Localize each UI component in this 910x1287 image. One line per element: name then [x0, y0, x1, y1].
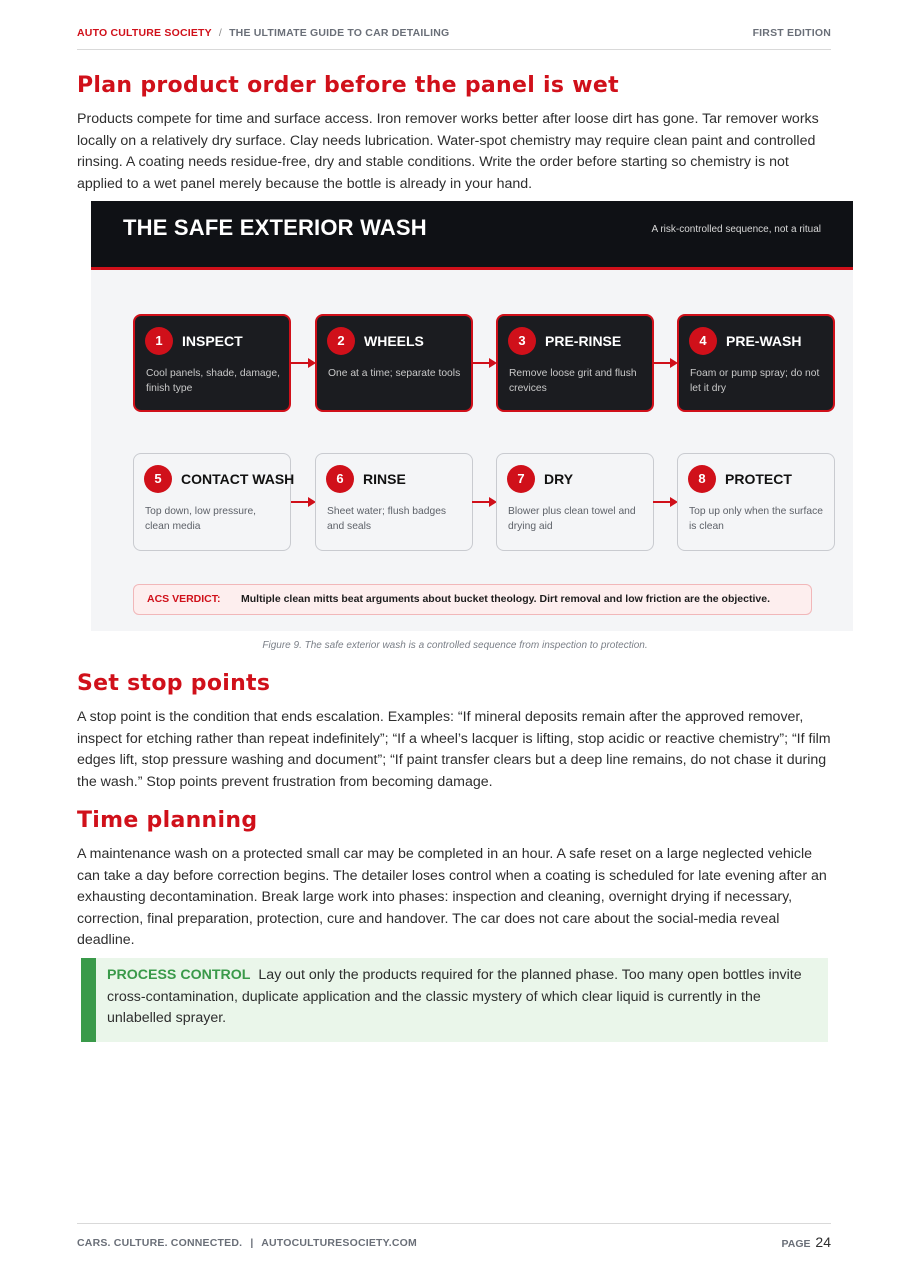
- step-title: PROTECT: [725, 471, 792, 487]
- footer-site-link[interactable]: AUTOCULTURESOCIETY.COM: [261, 1237, 417, 1249]
- step-number-badge: 1: [145, 327, 173, 355]
- page-footer: [77, 1223, 831, 1253]
- step-title: DRY: [544, 471, 574, 487]
- page-label: PAGE: [781, 1238, 811, 1250]
- figure-subtitle: A risk-controlled sequence, not a ritual: [651, 224, 821, 235]
- paragraph-plan-product-order: Products compete for time and surface access. Iron remover works better after loose dirt has gone. Tar remover works locally on a relatively dry surface. Clay needs lubrication. Water-spot chemistry may require clean paint and controlled rinsing. A coating needs residue-free, dry and stable conditions. Write the order before starting so chemistry is not applied to a wet panel merely because the bottle is already in your hand.: [77, 111, 819, 192]
- arrow-right-icon: [291, 497, 316, 507]
- step-title: WHEELS: [364, 333, 424, 349]
- page-number: 24: [815, 1234, 831, 1250]
- step-card-dry: [496, 453, 654, 551]
- header-edition: FIRST EDITION: [752, 27, 831, 39]
- step-card-inspect: [133, 314, 291, 412]
- paragraph-time-planning: A maintenance wash on a protected small car may be completed in an hour. A safe reset on a large neglected vehicle can take a day before correction begins. The detailer loses control when a coating is scheduled for late evening after an exhausting decontamination. Break large work into phases: inspection and cleaning, overnight drying if necessary, correction, final preparation, protection, cure and handover. The car does not care about the social-media reveal deadline.: [77, 846, 827, 948]
- footer-divider: |: [250, 1237, 254, 1249]
- paragraph-set-stop-points: A stop point is the condition that ends escalation. Examples: “If mineral deposits remain after the approved remover, inspect for etching rather than repeat indefinitely”; “If a wheel’s lacquer is lifting, stop acidic or reactive chemistry”; “If film edges lift, stop pressure washing and document”; “If paint transfer clears but a deep line remains, do not chase it during the wash.” Stop points prevent frustration from becoming damage.: [77, 709, 831, 790]
- step-description: Cool panels, shade, damage, finish type: [146, 368, 280, 394]
- arrow-right-icon: [291, 358, 316, 368]
- step-card-pre-rinse: [496, 314, 654, 412]
- header-brand: AUTO CULTURE SOCIETY: [77, 27, 212, 39]
- step-title: PRE-RINSE: [545, 333, 622, 349]
- step-number-badge: 7: [507, 465, 535, 493]
- header-left: [77, 27, 449, 39]
- step-description: Remove loose grit and flush crevices: [509, 368, 637, 394]
- arrow-right-icon: [472, 497, 497, 507]
- step-description: One at a time; separate tools: [328, 368, 461, 379]
- step-number-badge: 6: [326, 465, 354, 493]
- arrow-right-icon: [653, 497, 678, 507]
- step-card-rinse: [315, 453, 473, 551]
- verdict-label: ACS VERDICT:: [147, 593, 221, 605]
- figure-header-band: [91, 201, 853, 270]
- process-control-callout: [81, 958, 828, 1042]
- step-card-pre-wash: [677, 314, 835, 412]
- step-number-badge: 4: [689, 327, 717, 355]
- step-title: PRE-WASH: [726, 333, 802, 349]
- header-guide-title: THE ULTIMATE GUIDE TO CAR DETAILING: [229, 27, 450, 39]
- footer-page-indicator: [782, 1234, 831, 1250]
- footer-tagline: CARS. CULTURE. CONNECTED.: [77, 1237, 243, 1249]
- step-card-contact-wash: [133, 453, 295, 551]
- step-number-badge: 5: [144, 465, 172, 493]
- step-title: INSPECT: [182, 333, 243, 349]
- step-card-protect: [677, 453, 835, 551]
- step-title: CONTACT WASH: [181, 471, 295, 487]
- arrow-right-icon: [653, 358, 678, 368]
- step-description: Blower plus clean towel and drying aid: [508, 506, 636, 532]
- arrow-right-icon: [472, 358, 497, 368]
- page-header: [77, 26, 831, 50]
- verdict-text: Multiple clean mitts beat arguments about bucket theology. Dirt removal and low friction are the objective.: [241, 593, 770, 605]
- step-number-badge: 8: [688, 465, 716, 493]
- callout-tag: PROCESS CONTROL: [107, 967, 251, 983]
- step-title: RINSE: [363, 471, 406, 487]
- callout-text: Lay out only the products required for the planned phase. Too many open bottles invite cross-contamination, duplicate application and the classic mystery of which clear liquid is currently in the unlabelled sprayer.: [107, 967, 802, 1026]
- figure-title: THE SAFE EXTERIOR WASH: [123, 215, 427, 240]
- callout-accent-bar: [81, 958, 96, 1042]
- footer-left: [77, 1237, 417, 1249]
- heading-plan-product-order: Plan product order before the panel is wet: [77, 73, 619, 98]
- figure-caption: Figure 9. The safe exterior wash is a controlled sequence from inspection to protection.: [262, 640, 648, 651]
- verdict-banner: [133, 584, 812, 615]
- callout-body: [107, 965, 819, 1030]
- heading-time-planning: Time planning: [77, 808, 258, 833]
- heading-set-stop-points: Set stop points: [77, 671, 271, 696]
- step-number-badge: 2: [327, 327, 355, 355]
- step-number-badge: 3: [508, 327, 536, 355]
- step-description: Top down, low pressure, clean media: [145, 506, 257, 532]
- step-description: Sheet water; flush badges and seals: [327, 506, 447, 532]
- step-card-wheels: [315, 314, 473, 412]
- figure-safe-exterior-wash: [91, 201, 853, 631]
- header-separator: /: [218, 27, 222, 39]
- step-description: Foam or pump spray; do not let it dry: [690, 368, 820, 394]
- step-description: Top up only when the surface is clean: [689, 506, 823, 532]
